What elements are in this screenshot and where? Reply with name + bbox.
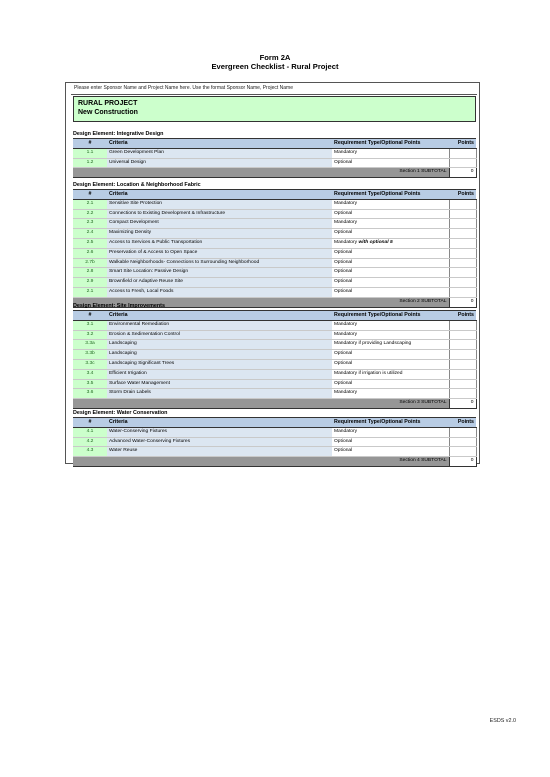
requirement-type-cell xyxy=(332,219,449,229)
criterion-number: 3.1 xyxy=(73,320,107,330)
version-footer: ESDS v2.0 xyxy=(489,718,516,724)
criterion-name: Sensitive Site Protection xyxy=(107,199,332,209)
table-row xyxy=(73,199,476,209)
requirement-type-cell xyxy=(332,427,449,437)
criterion-number: 3.5 xyxy=(73,379,107,389)
subtotal-label: Section 2 SUBTOTAL xyxy=(73,297,449,307)
requirement-type: Mandatory xyxy=(334,239,358,245)
table-row xyxy=(73,369,476,379)
project-name-box[interactable] xyxy=(73,96,476,122)
table-row xyxy=(73,389,476,399)
points-input[interactable] xyxy=(449,219,476,229)
criterion-number: 1.1 xyxy=(73,148,107,158)
criterion-name: Surface Water Management xyxy=(107,379,332,389)
table-row xyxy=(73,238,476,248)
criterion-number: 2.6 xyxy=(73,248,107,258)
requirement-type-cell xyxy=(332,278,449,288)
requirement-type-cell xyxy=(332,238,449,248)
requirement-type-cell xyxy=(332,320,449,330)
column-header-points: Points xyxy=(449,311,476,321)
criterion-number: 3.3c xyxy=(73,359,107,369)
points-input[interactable] xyxy=(449,229,476,239)
criterion-name: Preservation of & Access to Open Space xyxy=(107,248,332,258)
column-header-number: # xyxy=(73,139,107,149)
column-header-number: # xyxy=(73,311,107,321)
points-input[interactable] xyxy=(449,199,476,209)
requirement-type-cell xyxy=(332,209,449,219)
requirement-type-cell xyxy=(332,437,449,447)
requirement-type: Mandatory if providing Landscaping xyxy=(334,341,412,347)
table-row xyxy=(73,148,476,158)
subtotal-row xyxy=(73,457,476,467)
criteria-table xyxy=(73,189,477,308)
requirement-type: Mandatory xyxy=(334,200,358,206)
points-input[interactable] xyxy=(449,209,476,219)
section-1 xyxy=(73,130,476,178)
construction-type: New Construction xyxy=(78,109,138,116)
criterion-number: 4.1 xyxy=(73,427,107,437)
subtotal-row xyxy=(73,168,476,178)
table-header-row xyxy=(73,311,476,321)
requirement-type: Optional xyxy=(334,279,353,285)
requirement-type: Mandatory xyxy=(334,390,358,396)
column-header-requirement: Requirement Type/Optional Points xyxy=(332,139,449,149)
requirement-type: Optional xyxy=(334,210,353,216)
requirement-type-cell xyxy=(332,268,449,278)
criterion-name: Advanced Water-Conserving Fixtures xyxy=(107,437,332,447)
subtotal-value: 0 xyxy=(449,168,476,178)
page-title: Evergreen Checklist - Rural Project xyxy=(211,62,339,71)
points-input[interactable] xyxy=(449,447,476,457)
column-header-requirement: Requirement Type/Optional Points xyxy=(332,418,449,428)
criterion-name: Erosion & Sedimentation Control xyxy=(107,330,332,340)
table-row xyxy=(73,359,476,369)
criterion-number: 1.2 xyxy=(73,158,107,168)
criterion-name: Environmental Remediation xyxy=(107,320,332,330)
requirement-type: Optional xyxy=(334,159,353,165)
subtotal-value: 0 xyxy=(449,457,476,467)
points-input[interactable] xyxy=(449,379,476,389)
requirement-type: Optional xyxy=(334,351,353,357)
requirement-type: Mandatory if irrigation is utilized xyxy=(334,370,403,376)
points-input[interactable] xyxy=(449,148,476,158)
subtotal-row xyxy=(73,399,476,409)
requirement-type: Optional xyxy=(334,269,353,275)
requirement-type-cell xyxy=(332,389,449,399)
section-title: Design Element: Water Conservation xyxy=(73,410,168,416)
points-input[interactable] xyxy=(449,278,476,288)
requirement-type: Mandatory xyxy=(334,331,358,337)
criterion-number: 3.3b xyxy=(73,350,107,360)
requirement-type-cell xyxy=(332,199,449,209)
section-title: Design Element: Integrative Design xyxy=(73,131,164,137)
criterion-number: 2.7b xyxy=(73,258,107,268)
points-input[interactable] xyxy=(449,350,476,360)
criterion-name: Efficient Irrigation xyxy=(107,369,332,379)
table-row xyxy=(73,209,476,219)
column-header-points: Points xyxy=(449,190,476,200)
section-title: Design Element: Site Improvements xyxy=(73,303,165,309)
table-row xyxy=(73,219,476,229)
requirement-type-cell xyxy=(332,350,449,360)
column-header-number: # xyxy=(73,190,107,200)
criterion-number: 3.2 xyxy=(73,330,107,340)
column-header-requirement: Requirement Type/Optional Points xyxy=(332,311,449,321)
requirement-type-cell xyxy=(332,158,449,168)
table-row xyxy=(73,287,476,297)
column-header-criteria: Criteria xyxy=(107,311,332,321)
criterion-name: Access to Services & Public Transportation xyxy=(107,238,332,248)
requirement-type-cell xyxy=(332,248,449,258)
column-header-points: Points xyxy=(449,418,476,428)
points-input[interactable] xyxy=(449,268,476,278)
column-header-criteria: Criteria xyxy=(107,418,332,428)
criterion-number: 2.1 xyxy=(73,287,107,297)
requirement-type: Optional xyxy=(334,249,353,255)
points-input[interactable] xyxy=(449,287,476,297)
table-row xyxy=(73,278,476,288)
subtotal-label: Section 3 SUBTOTAL xyxy=(73,399,449,409)
criteria-table xyxy=(73,417,477,467)
column-header-number: # xyxy=(73,418,107,428)
table-row xyxy=(73,447,476,457)
criterion-number: 2.2 xyxy=(73,209,107,219)
criterion-name: Landscaping xyxy=(107,350,332,360)
requirement-type: Optional xyxy=(334,230,353,236)
table-header-row xyxy=(73,418,476,428)
requirement-type-cell xyxy=(332,330,449,340)
table-row xyxy=(73,379,476,389)
column-header-criteria: Criteria xyxy=(107,139,332,149)
requirement-type: Optional xyxy=(334,288,353,294)
criterion-name: Universal Design xyxy=(107,158,332,168)
requirement-type-cell xyxy=(332,369,449,379)
criterion-number: 2.9 xyxy=(73,278,107,288)
criterion-number: 2.1 xyxy=(73,199,107,209)
subtotal-label: Section 4 SUBTOTAL xyxy=(73,457,449,467)
table-row xyxy=(73,340,476,350)
requirement-type: Optional xyxy=(334,259,353,265)
requirement-type-cell xyxy=(332,379,449,389)
criterion-name: Green Development Plan xyxy=(107,148,332,158)
form-label: Form 2A xyxy=(259,53,291,62)
points-input[interactable] xyxy=(449,238,476,248)
points-input[interactable] xyxy=(449,427,476,437)
criterion-number: 2.8 xyxy=(73,268,107,278)
requirement-type: Mandatory xyxy=(334,149,358,155)
instructions-divider xyxy=(71,94,477,95)
requirement-type: Mandatory xyxy=(334,428,358,434)
subtotal-value: 0 xyxy=(449,297,476,307)
requirement-type-cell xyxy=(332,340,449,350)
section-3 xyxy=(73,302,476,409)
points-input[interactable] xyxy=(449,158,476,168)
criterion-name: Maximizing Density xyxy=(107,229,332,239)
table-header-row xyxy=(73,190,476,200)
criterion-name: Brownfield or Adaptive Reuse Site xyxy=(107,278,332,288)
criterion-number: 3.6 xyxy=(73,389,107,399)
criterion-name: Water-Conserving Fixtures xyxy=(107,427,332,437)
criterion-number: 2.4 xyxy=(73,229,107,239)
criterion-name: Walkable Neighborhoods- Connections to Surrounding Neighborhood xyxy=(107,258,332,268)
criterion-name: Landscaping xyxy=(107,340,332,350)
subtotal-value: 0 xyxy=(449,399,476,409)
criterion-name: Storm Drain Labels xyxy=(107,389,332,399)
table-row xyxy=(73,320,476,330)
requirement-type: Mandatory xyxy=(334,321,358,327)
column-header-requirement: Requirement Type/Optional Points xyxy=(332,190,449,200)
criterion-name: Landscaping Significant Trees xyxy=(107,359,332,369)
requirement-type-cell xyxy=(332,148,449,158)
points-input[interactable] xyxy=(449,330,476,340)
requirement-type-cell xyxy=(332,447,449,457)
points-input[interactable] xyxy=(449,320,476,330)
column-header-criteria: Criteria xyxy=(107,190,332,200)
requirement-type: Optional xyxy=(334,360,353,366)
table-row xyxy=(73,427,476,437)
points-input[interactable] xyxy=(449,359,476,369)
criteria-table xyxy=(73,138,477,178)
criterion-number: 4.2 xyxy=(73,437,107,447)
points-input[interactable] xyxy=(449,389,476,399)
requirement-type-cell xyxy=(332,258,449,268)
table-row xyxy=(73,437,476,447)
criterion-name: Connections to Existing Development & Infrastructure xyxy=(107,209,332,219)
points-input[interactable] xyxy=(449,258,476,268)
table-row xyxy=(73,229,476,239)
criteria-table xyxy=(73,310,477,409)
table-row xyxy=(73,258,476,268)
project-type: RURAL PROJECT xyxy=(78,100,138,107)
table-row xyxy=(73,330,476,340)
points-input[interactable] xyxy=(449,248,476,258)
requirement-type: Optional xyxy=(334,438,353,444)
criterion-name: Access to Fresh, Local Foods xyxy=(107,287,332,297)
table-row xyxy=(73,248,476,258)
requirement-type-cell xyxy=(332,229,449,239)
criterion-name: Smart Site Location: Passive Design xyxy=(107,268,332,278)
table-header-row xyxy=(73,139,476,149)
instructions-text: Please enter Sponsor Name and Project Name here. Use the format Sponsor Name, Project Name xyxy=(74,85,293,91)
criterion-number: 2.5 xyxy=(73,238,107,248)
table-row xyxy=(73,350,476,360)
table-row xyxy=(73,158,476,168)
section-2 xyxy=(73,181,476,308)
points-input[interactable] xyxy=(449,340,476,350)
requirement-type: Optional xyxy=(334,448,353,454)
points-input[interactable] xyxy=(449,437,476,447)
section-4 xyxy=(73,409,476,467)
requirement-extra: with optional 5 xyxy=(358,239,393,245)
requirement-type-cell xyxy=(332,287,449,297)
section-title: Design Element: Location & Neighborhood Fabric xyxy=(73,182,201,188)
criterion-name: Water Reuse xyxy=(107,447,332,457)
table-row xyxy=(73,268,476,278)
criterion-name: Compact Development xyxy=(107,219,332,229)
requirement-type: Mandatory xyxy=(334,220,358,226)
requirement-type: Optional xyxy=(334,380,353,386)
subtotal-label: Section 1 SUBTOTAL xyxy=(73,168,449,178)
points-input[interactable] xyxy=(449,369,476,379)
column-header-points: Points xyxy=(449,139,476,149)
criterion-number: 3.3a xyxy=(73,340,107,350)
criterion-number: 2.3 xyxy=(73,219,107,229)
criterion-number: 3.4 xyxy=(73,369,107,379)
requirement-type-cell xyxy=(332,359,449,369)
criterion-number: 4.3 xyxy=(73,447,107,457)
